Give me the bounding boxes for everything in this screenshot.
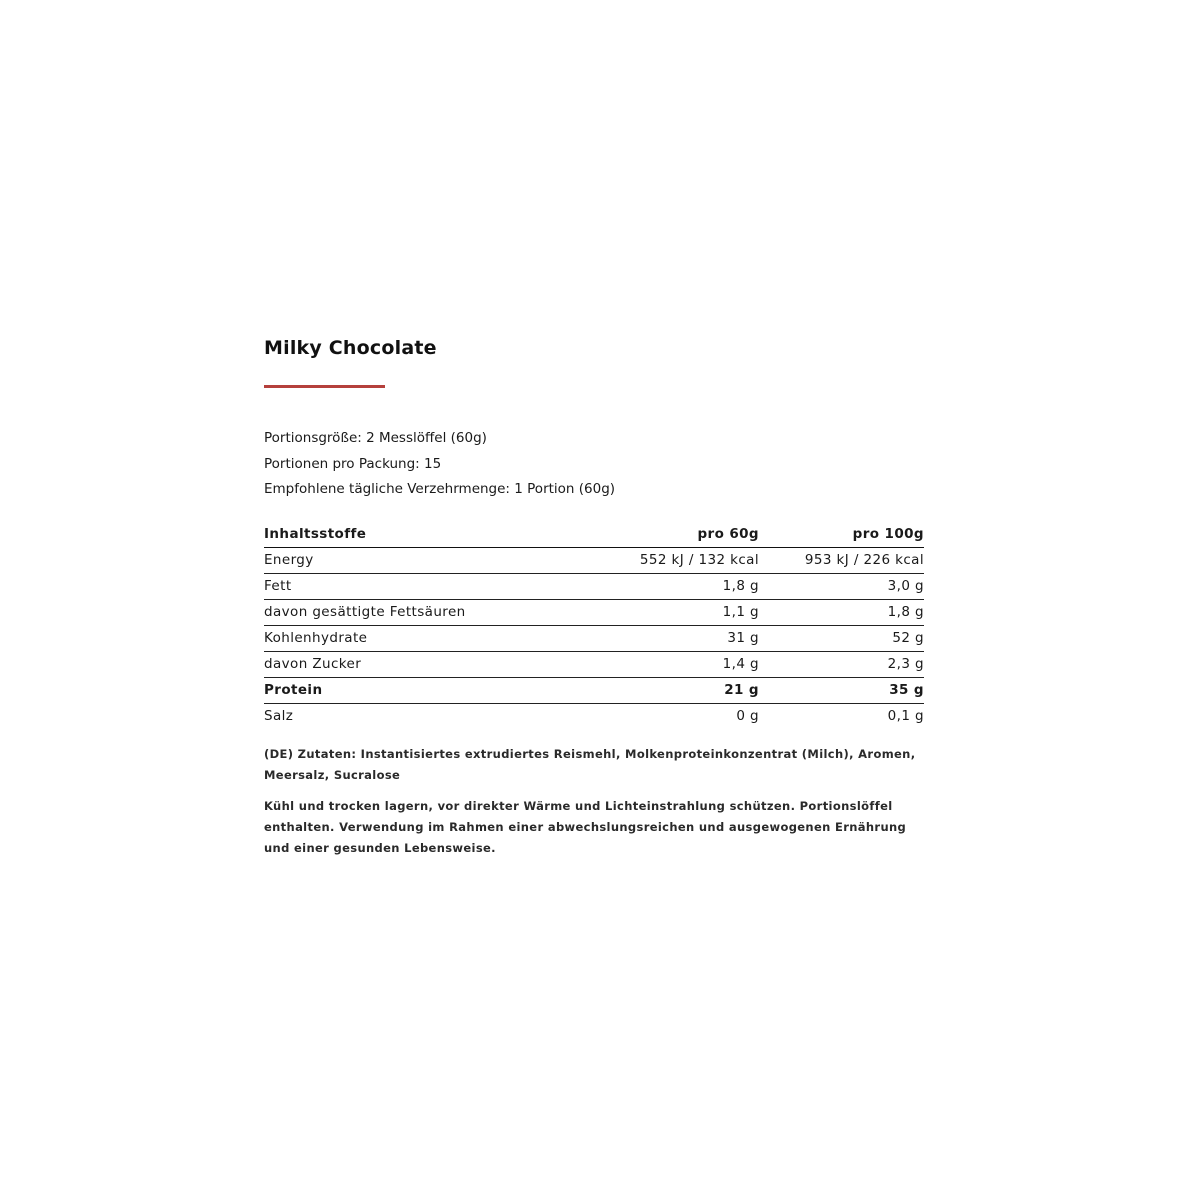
table-row [264,625,924,651]
nutrient-name: Protein [264,677,599,703]
table-row [264,547,924,573]
servings-per-pack: Portionen pro Packung: 15 [264,455,442,472]
serving-info [264,426,924,503]
value-per-100g: 953 kJ / 226 kcal [759,547,924,573]
table-header-row [264,522,924,548]
table-row [264,677,924,703]
value-per-100g: 1,8 g [759,599,924,625]
value-per-100g: 0,1 g [887,708,924,724]
value-per-100g: 2,3 g [759,651,924,677]
header-ingredients: Inhaltsstoffe [264,522,599,548]
nutrient-name: Fett [264,573,599,599]
nutrition-table [264,522,924,729]
recommended-daily-intake: Empfohlene tägliche Verzehrmenge: 1 Portion (60g) [264,481,616,497]
nutrient-name: Energy [264,547,599,573]
header-per-100g: pro 100g [759,522,924,548]
product-title: Milky Chocolate [264,337,437,359]
nutrient-name: davon Zucker [264,651,599,677]
nutrient-name: Salz [264,708,294,724]
value-per-100g: 35 g [759,677,924,703]
value-per-100g: 3,0 g [759,573,924,599]
ingredients-text: (DE) Zutaten: Instantisiertes extrudiertes Reismehl, Molkenproteinkonzentrat (Milch), Aromen, Meersalz, Sucralose [264,746,916,782]
storage-text: Kühl und trocken lagern, vor direkter Wärme und Lichteinstrahlung schützen. Portionslöffel enthalten. Verwendung im Rahmen einer abwechslungsreichen und ausgewogenen Ernährung und einer gesunden Lebensweise. [264,798,907,855]
table-row [264,651,924,677]
value-per-60g: 21 g [599,677,759,703]
value-per-60g: 0 g [736,708,759,724]
value-per-60g: 31 g [599,625,759,651]
header-per-60g: pro 60g [599,522,759,548]
value-per-60g: 1,1 g [599,599,759,625]
table-row [264,703,924,729]
nutrition-panel [264,336,924,869]
value-per-60g: 1,4 g [599,651,759,677]
table-row [264,573,924,599]
value-per-100g: 52 g [759,625,924,651]
serving-size: Portionsgröße: 2 Messlöffel (60g) [264,430,487,446]
value-per-60g: 1,8 g [599,573,759,599]
product-notes [264,744,924,859]
accent-divider [264,385,385,388]
nutrition-table-body [264,547,924,729]
table-row [264,599,924,625]
nutrient-name: Kohlenhydrate [264,625,599,651]
nutrient-name: davon gesättigte Fettsäuren [264,599,599,625]
value-per-60g: 552 kJ / 132 kcal [599,547,759,573]
